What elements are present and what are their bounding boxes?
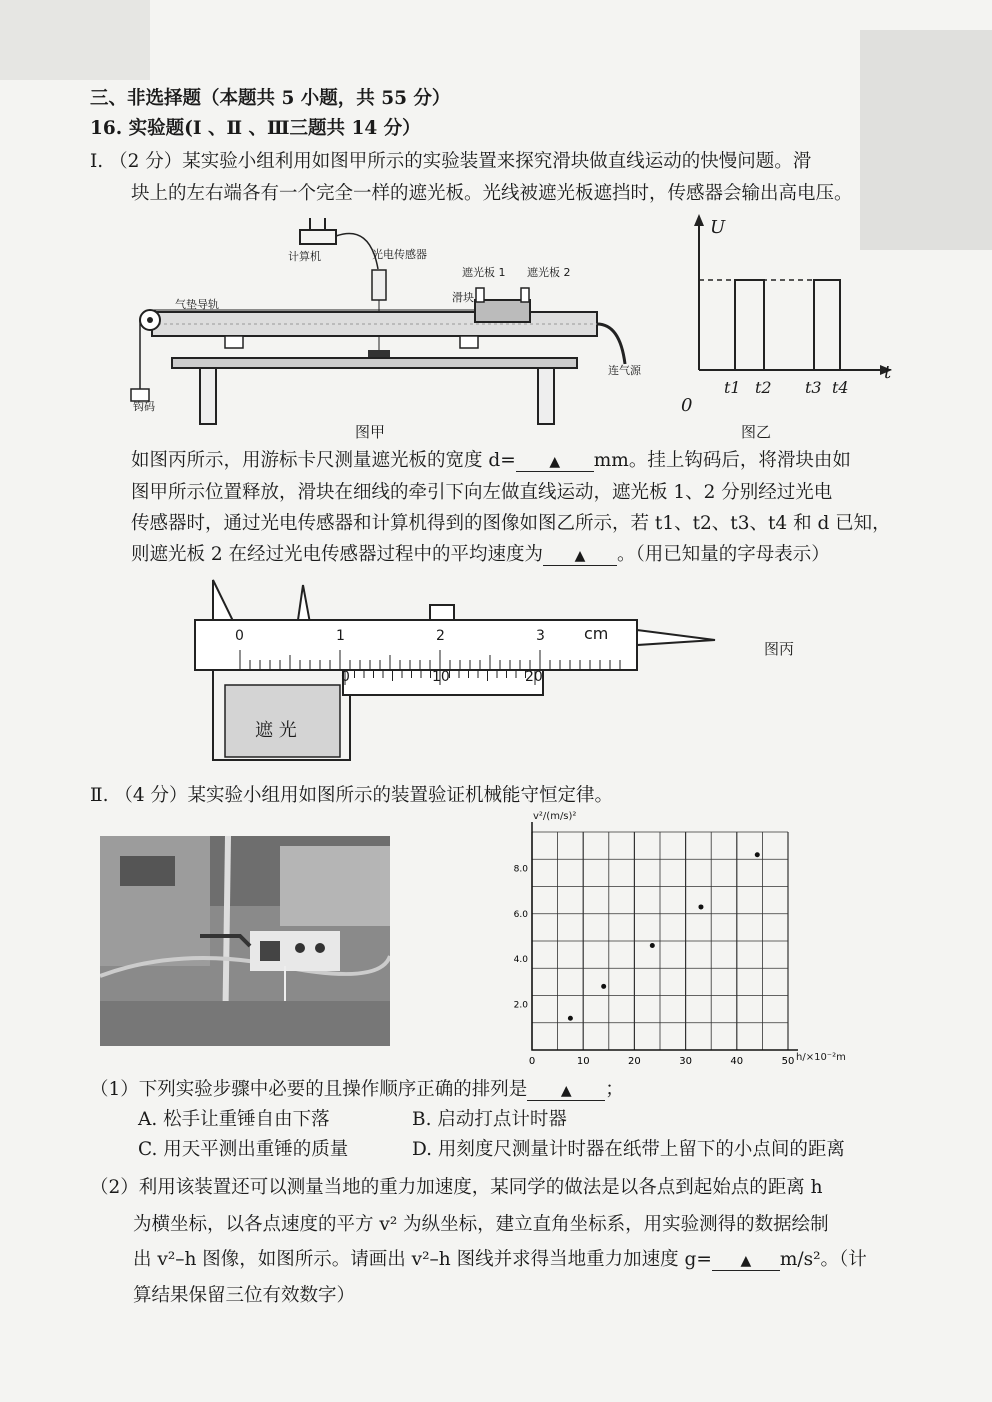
yi-t1: t1 — [724, 378, 741, 397]
option-c: C. 用天平测出重锤的质量 — [138, 1139, 349, 1160]
table-top — [172, 358, 577, 368]
yi-t3: t3 — [805, 378, 822, 397]
label-slider: 滑块 — [452, 291, 474, 304]
yi-origin: 0 — [681, 395, 693, 416]
figure-yi-voltage-graph — [680, 210, 900, 410]
vernier-scale-10: 10 — [432, 669, 450, 685]
q1-line — [90, 1078, 624, 1102]
main-scale-unit: cm — [584, 624, 609, 643]
x-tick-label: 50 — [781, 1056, 795, 1067]
label-plate2: 遮光板 2 — [527, 266, 571, 279]
y-tick-label: 6.0 — [513, 909, 528, 920]
jaw-label: 遮 光 — [255, 720, 297, 741]
part1-para-text6: 。（用已知量的字母表示） — [617, 544, 830, 565]
option-a: A. 松手让重锤自由下落 — [138, 1109, 330, 1130]
q2-text3: 出 v²–h 图像，如图所示。请画出 v²–h 图线并求得当地重力加速度 g= — [133, 1249, 712, 1270]
part2-header: Ⅱ. （4 分）某实验小组用如图所示的装置验证机械能守恒定律。 — [90, 785, 613, 806]
chart-x-label: h/×10⁻²m — [796, 1052, 846, 1063]
part1-line2: 块上的左右端各有一个完全一样的遮光板。光线被遮光板遮挡时，传感器会输出高电压。 — [131, 183, 853, 204]
caption-jia: 图甲 — [355, 423, 386, 441]
yi-t2: t2 — [755, 378, 772, 397]
data-point — [650, 943, 655, 948]
q2-line3 — [133, 1248, 867, 1272]
y-tick-label: 4.0 — [513, 955, 528, 966]
part1-para-text1: 如图丙所示，用游标卡尺测量遮光板的宽度 d= — [131, 450, 516, 471]
vernier-scale-0: 0 — [341, 669, 350, 685]
q2-line4: 算结果保留三位有效数字） — [133, 1285, 356, 1306]
label-plate1: 遮光板 1 — [462, 266, 506, 279]
option-b: B. 启动打点计时器 — [412, 1109, 567, 1130]
computer-icon — [300, 230, 336, 244]
q2-line1: （2）利用该装置还可以测量当地的重力加速度，某同学的做法是以各点到起始点的距离 h — [90, 1177, 823, 1198]
answer-blank-velocity[interactable]: ▲ — [543, 547, 617, 566]
x-tick-label: 30 — [679, 1056, 692, 1067]
pulse-2 — [814, 280, 840, 370]
chart-y-ticks — [514, 864, 529, 1010]
data-point — [601, 984, 606, 989]
question-16-title: 16. 实验题(Ⅰ 、Ⅱ 、Ⅲ三题共 14 分） — [90, 118, 421, 139]
data-point — [568, 1016, 573, 1021]
caption-bing: 图丙 — [764, 640, 795, 658]
part1-para-line2: 图甲所示位置释放，滑块在细线的牵引下向左做直线运动，遮光板 1、2 分别经过光电 — [131, 482, 833, 503]
pulse-1 — [735, 280, 764, 370]
part1-para-line3: 传感器时，通过光电传感器和计算机得到的图像如图乙所示，若 t1、t2、t3、t4 和 d 已知， — [131, 513, 891, 534]
y-tick-label: 8.0 — [513, 864, 528, 875]
part1-para-text2: mm。挂上钩码后，将滑块由如 — [593, 450, 851, 471]
apparatus-photo — [100, 836, 390, 1046]
part1-para-line1 — [131, 449, 851, 473]
label-air-track: 气垫导轨 — [175, 298, 219, 311]
caption-yi: 图乙 — [741, 423, 772, 441]
data-point — [755, 852, 760, 857]
chart-x-ticks — [529, 1056, 795, 1067]
shading-plate-2 — [521, 288, 529, 302]
x-tick-label: 10 — [576, 1056, 590, 1067]
chart-y-label: v²/(m/s)² — [533, 811, 577, 822]
main-scale-0: 0 — [235, 628, 244, 644]
label-hook-weight: 钩码 — [133, 400, 155, 413]
yi-axis-u: U — [710, 217, 726, 238]
slider-block — [475, 300, 530, 322]
label-computer: 计算机 — [288, 250, 321, 263]
q1-text: （1）下列实验步骤中必要的且操作顺序正确的排列是 — [90, 1079, 528, 1100]
scan-shade-topleft — [0, 0, 150, 80]
main-scale-beam — [195, 620, 637, 670]
answer-blank-d[interactable]: ▲ — [516, 453, 594, 472]
q1-end: ； — [605, 1079, 624, 1100]
main-scale-3: 3 — [536, 628, 545, 644]
main-scale-1: 1 — [336, 628, 345, 644]
section-title: 三、非选择题（本题共 5 小题，共 55 分） — [90, 88, 451, 109]
sensor-icon — [372, 270, 386, 300]
main-scale-2: 2 — [436, 628, 445, 644]
answer-blank-g[interactable]: ▲ — [712, 1252, 780, 1271]
option-d: D. 用刻度尺测量计时器在纸带上留下的小点间的距离 — [412, 1139, 845, 1160]
part1-line1: Ⅰ. （2 分）某实验小组利用如图甲所示的实验装置来探究滑块做直线运动的快慢问题。滑 — [90, 151, 812, 172]
data-point — [698, 904, 703, 909]
y-tick-label: 2.0 — [513, 1000, 528, 1011]
part1-para-line4 — [131, 543, 830, 567]
v2-h-chart — [505, 810, 865, 1070]
label-sensor: 光电传感器 — [372, 248, 427, 261]
x-tick-label: 40 — [730, 1056, 744, 1067]
yi-t4: t4 — [832, 378, 849, 397]
vernier-scale-20: 20 — [525, 669, 543, 685]
answer-blank-q1[interactable]: ▲ — [527, 1082, 605, 1101]
q2-line2: 为横坐标，以各点速度的平方 v² 为纵坐标，建立直角坐标系，用实验测得的数据绘制 — [133, 1214, 829, 1235]
part1-para-text5: 则遮光板 2 在经过光电传感器过程中的平均速度为 — [131, 544, 544, 565]
q2-text4: m/s²。（计 — [779, 1249, 867, 1270]
x-tick-label: 0 — [528, 1056, 536, 1067]
x-tick-label: 20 — [628, 1056, 641, 1067]
shading-plate-1 — [476, 288, 484, 302]
label-air-source: 连气源 — [608, 364, 641, 377]
yi-axis-t: t — [884, 362, 892, 383]
